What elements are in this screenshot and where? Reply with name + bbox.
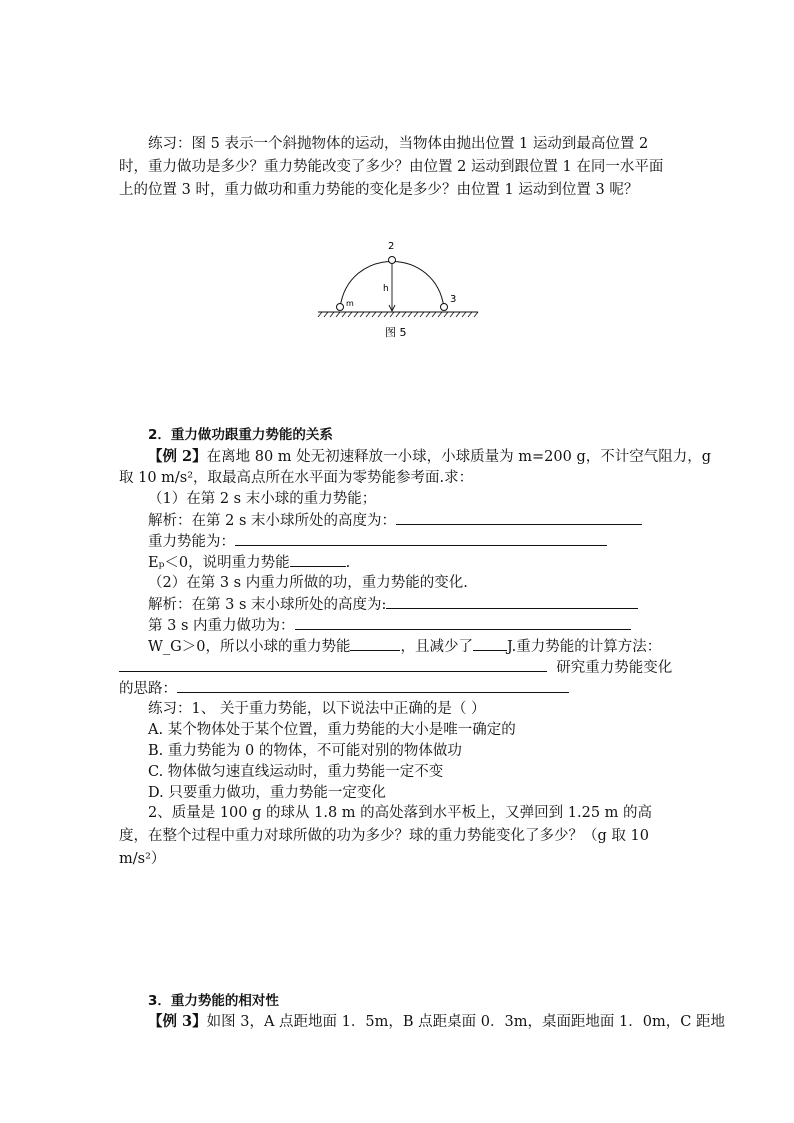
answer2-work-label: 第 3 s 内重力做功为： [148, 618, 295, 634]
answer2-height-row [148, 594, 638, 615]
example2-line1 [148, 447, 711, 467]
wg-energy-blank[interactable] [350, 636, 400, 651]
idea-blank[interactable] [177, 678, 569, 693]
example2-tag: 【例 2】 [148, 448, 207, 465]
answer2-work-row [148, 615, 631, 636]
section3-heading: 3．重力势能的相对性 [148, 993, 279, 1009]
exercise-question2: 2、质量是 100 g 的球从 1.8 m 的高处落到水平板上，又弹回到 1.25 m 的高度，在整个过程中重力对球所做的功为多少？球的重力势能变化了多少？（g 取 10 m/s²） [119, 805, 653, 867]
example3-tag: 【例 3】 [148, 1013, 207, 1030]
ep-period: . [345, 555, 351, 571]
practice-paragraph: 练习：图 5 表示一个斜抛物体的运动，当物体由抛出位置 1 运动到最高位置 2 时，重力做功是多少？重力势能改变了多少？由位置 2 运动到跟位置 1 在同一水平面上的位置 3 时，重力做功和重力势能的变化是多少？由位置 1 运动到位置 3 呢？ [119, 136, 664, 198]
method-row [119, 657, 672, 678]
question2: （2）在第 3 s 内重力所做的功，重力势能的变化. [148, 575, 468, 591]
exercise-title: 练习：1、 关于重力势能，以下说法中正确的是（ ） [148, 701, 486, 717]
ep-blank[interactable] [290, 552, 346, 567]
ep-label: Eₚ＜0，说明重力势能 [148, 555, 290, 571]
question1: （1）在第 2 s 末小球的重力势能； [148, 491, 377, 507]
label-position-2: 2 [388, 241, 395, 252]
answer2-height-label: 解析：在第 3 s 末小球所处的高度为: [148, 597, 387, 613]
answer1-height-label: 解析：在第 2 s 末小球所处的高度为： [148, 513, 396, 529]
wg-decrease-blank[interactable] [473, 636, 507, 651]
ball-position-1 [337, 304, 344, 311]
wg-mid: ，且减少了 [400, 639, 473, 655]
answer1-energy-blank[interactable] [235, 531, 607, 546]
idea-prefix: 的思路： [119, 681, 177, 697]
wg-suffix: J.重力势能的计算方法： [506, 639, 662, 655]
label-mass: m [346, 299, 354, 308]
label-height: h [383, 284, 389, 294]
section2-heading: 2．重力做功跟重力势能的关系 [148, 427, 333, 443]
method-blank[interactable] [119, 657, 547, 672]
answer1-height-blank[interactable] [396, 510, 642, 525]
option-a: A. 某个物体处于某个位置，重力势能的大小是唯一确定的 [148, 722, 516, 738]
wg-row [148, 636, 661, 657]
ball-position-3 [441, 304, 448, 311]
ep-row [148, 552, 350, 573]
answer2-height-blank[interactable] [386, 594, 638, 609]
answer2-work-blank[interactable] [295, 615, 631, 630]
answer1-energy-row [148, 531, 607, 552]
method-suffix: 研究重力势能变化 [556, 660, 673, 676]
wg-prefix: W_G＞0，所以小球的重力势能 [148, 639, 351, 655]
example2-text1: 在离地 80 m 处无初速释放一小球，小球质量为 m=200 g，不计空气阻力，g [206, 449, 712, 465]
answer1-energy-label: 重力势能为： [148, 534, 235, 550]
projectile-figure [308, 236, 488, 346]
option-c: C. 物体做匀速直线运动时，重力势能一定不变 [148, 764, 444, 780]
option-b: B. 重力势能为 0 的物体，不可能对别的物体做功 [148, 743, 462, 759]
ball-position-2 [389, 257, 396, 264]
example2-line2: 取 10 m/s²，取最高点所在水平面为零势能参考面.求： [119, 470, 474, 486]
figure-caption: 图 5 [385, 326, 407, 339]
ground-hatching [318, 312, 478, 317]
example3-line [148, 1012, 725, 1032]
example3-text: 如图 3，A 点距地面 1．5m，B 点距桌面 0．3m，桌面距地面 1．0m，C 距地 [206, 1014, 725, 1030]
answer1-height-row [148, 510, 642, 531]
option-d: D. 只要重力做功，重力势能一定变化 [148, 785, 386, 801]
label-position-3: 3 [450, 294, 457, 305]
idea-row [119, 678, 569, 699]
